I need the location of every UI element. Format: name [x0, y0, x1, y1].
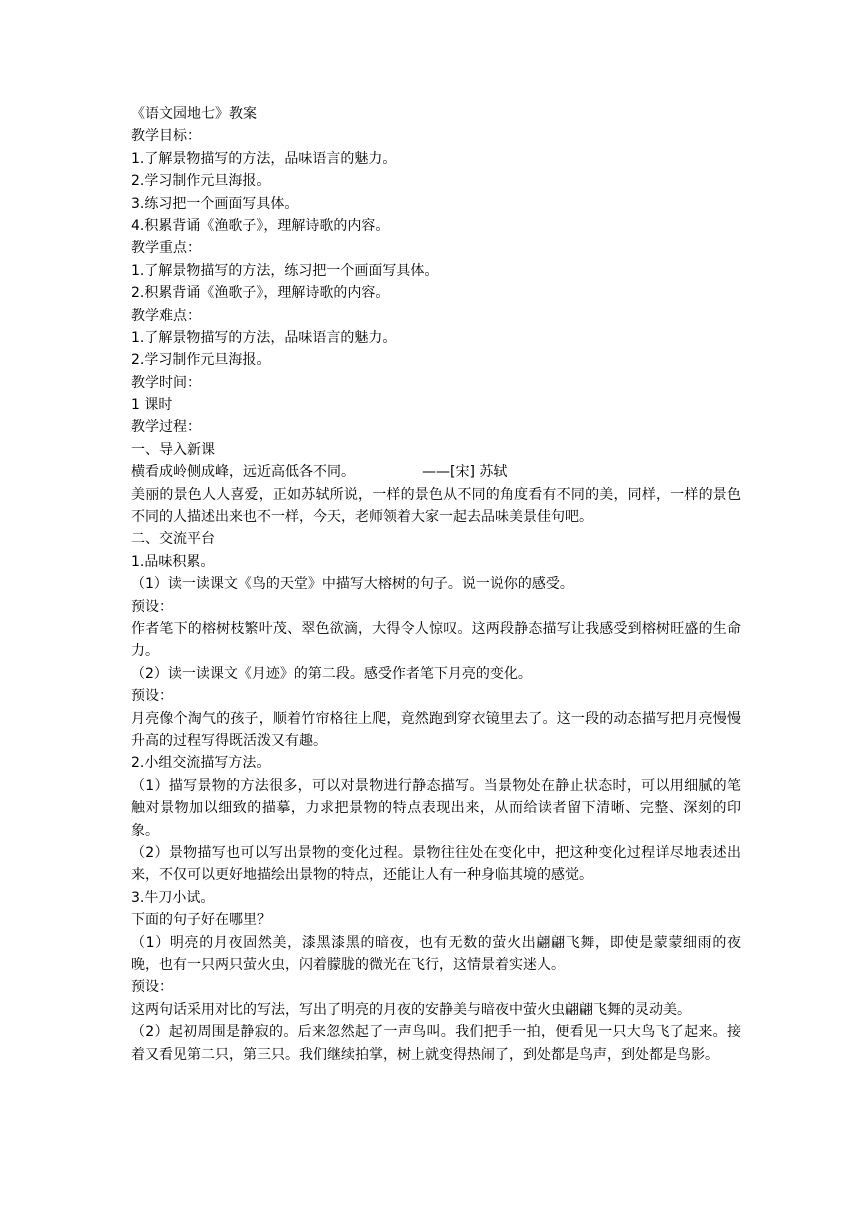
preset-paragraph: 作者笔下的榕树枝繁叶茂、翠色欲滴，大得令人惊叹。这两段静态描写让我感受到榕树旺盛的生命力。 [131, 621, 741, 660]
document-title: 《语文园地七》教案 [131, 106, 257, 122]
hard-point-item: 1.了解景物描写的方法，品味语言的魅力。 [131, 329, 397, 346]
preset-label: 预设： [131, 598, 173, 615]
process-heading: 教学过程： [131, 419, 201, 436]
goal-item: 2.学习制作元旦海报。 [131, 173, 271, 190]
poem-source: ——[宋] 苏轼 [422, 464, 508, 481]
sentence-paragraph: （2）起初周围是静寂的。后来忽然起了一声鸟叫。我们把手一拍，便看见一只大鸟飞了起来。接着又看见第二只，第三只。我们继续拍掌，树上就变得热闹了，到处都是鸟声，到处都是鸟影。 [131, 1024, 741, 1063]
goals-heading: 教学目标： [131, 128, 201, 145]
preset-label: 预设： [131, 979, 173, 996]
goal-item: 3.练习把一个画面写具体。 [131, 195, 299, 212]
section-heading: 一、导入新课 [131, 441, 215, 458]
document-body [131, 103, 741, 1066]
subsection-heading: 2.小组交流描写方法。 [131, 755, 271, 772]
poem-text: 横看成岭侧成峰，远近高低各不同。 [131, 464, 355, 481]
time-value: 1 课时 [131, 397, 173, 414]
intro-paragraph: 美丽的景色人人喜爱，正如苏轼所说，一样的景色从不同的角度看有不同的美，同样，一样的景色不同的人描述出来也不一样，今天，老师领着大家一起去品味美景佳句吧。 [131, 486, 741, 526]
subsection-heading: 1.品味积累。 [131, 553, 215, 570]
section-heading: 二、交流平台 [131, 531, 215, 548]
question-prompt: 下面的句子好在哪里？ [131, 912, 271, 929]
goal-item: 4.积累背诵《渔歌子》，理解诗歌的内容。 [131, 217, 390, 234]
sentence-paragraph: （1）明亮的月夜固然美，漆黑漆黑的暗夜，也有无数的萤火出翩翩飞舞，即使是蒙蒙细雨的夜晚，也有一只两只萤火虫，闪着朦胧的微光在飞行，这情景着实迷人。 [131, 934, 741, 974]
question-item: （2）读一读课文《月迹》的第二段。感受作者笔下月亮的变化。 [131, 665, 532, 682]
hard-points-heading: 教学难点： [131, 307, 201, 324]
key-points-heading: 教学重点： [131, 240, 201, 257]
question-item: （1）读一读课文《鸟的天堂》中描写大榕树的句子。说一说你的感受。 [131, 576, 574, 593]
key-point-item: 1.了解景物描写的方法，练习把一个画面写具体。 [131, 262, 439, 279]
hard-point-item: 2.学习制作元旦海报。 [131, 352, 271, 369]
key-point-item: 2.积累背诵《渔歌子》，理解诗歌的内容。 [131, 285, 390, 302]
subsection-heading: 3.牛刀小试。 [131, 889, 215, 906]
poem-line [131, 461, 741, 483]
preset-paragraph: 这两句话采用对比的写法，写出了明亮的月夜的安静美与暗夜中萤火虫翩翩飞舞的灵动美。 [131, 1001, 691, 1018]
preset-paragraph: 月亮像个淘气的孩子，顺着竹帘格往上爬，竟然跑到穿衣镜里去了。这一段的动态描写把月亮慢慢升高的过程写得既活泼又有趣。 [131, 710, 741, 750]
goal-item: 1.了解景物描写的方法，品味语言的魅力。 [131, 150, 397, 167]
method-paragraph: （2）景物描写也可以写出景物的变化过程。景物往往处在变化中，把这种变化过程详尽地表述出来，不仅可以更好地描绘出景物的特点，还能让人有一种身临其境的感觉。 [131, 845, 741, 884]
preset-label: 预设： [131, 688, 173, 705]
method-paragraph: （1）描写景物的方法很多，可以对景物进行静态描写。当景物处在静止状态时，可以用细腻的笔触对景物加以细致的描摹，力求把景物的特点表现出来，从而给读者留下清晰、完整、深刻的印象。 [131, 777, 741, 839]
time-heading: 教学时间： [131, 374, 201, 391]
